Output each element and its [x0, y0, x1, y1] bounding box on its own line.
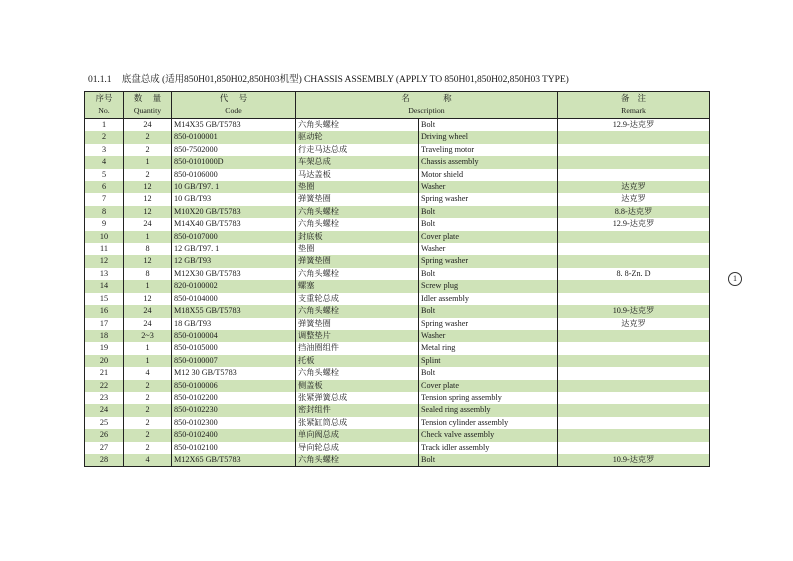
cell-quantity: 2 — [124, 131, 172, 143]
section-title — [88, 71, 569, 85]
cell-description-cn: 挡油圈组件 — [296, 342, 419, 354]
cell-remark: 达克罗 — [558, 193, 710, 205]
cell-description-en: Splint — [419, 355, 558, 367]
cell-remark: 8.8-达克罗 — [558, 206, 710, 218]
cell-remark: 达克罗 — [558, 318, 710, 330]
cell-no: 27 — [85, 442, 124, 454]
cell-code: 850-0102200 — [172, 392, 296, 404]
cell-code: M12X65 GB/T5783 — [172, 454, 296, 467]
table-row — [85, 231, 710, 243]
cell-no: 7 — [85, 193, 124, 205]
cell-remark — [558, 442, 710, 454]
cell-quantity: 8 — [124, 243, 172, 255]
cell-description-en: Washer — [419, 330, 558, 342]
cell-remark — [558, 330, 710, 342]
cell-description-cn: 驱动轮 — [296, 131, 419, 143]
cell-remark: 10.9-达克罗 — [558, 454, 710, 467]
cell-no: 19 — [85, 342, 124, 354]
cell-description-cn: 六角头螺栓 — [296, 218, 419, 230]
table-body — [85, 119, 710, 467]
table-row — [85, 454, 710, 467]
cell-quantity: 2~3 — [124, 330, 172, 342]
cell-no: 18 — [85, 330, 124, 342]
cell-code: 10 GB/T93 — [172, 193, 296, 205]
header-code: 代 号 Code — [172, 92, 296, 119]
section-number: 01.1.1 — [88, 74, 112, 85]
table-row — [85, 268, 710, 280]
cell-description-cn: 六角头螺栓 — [296, 206, 419, 218]
cell-description-cn: 支重轮总成 — [296, 293, 419, 305]
cell-description-en: Check valve assembly — [419, 429, 558, 441]
cell-quantity: 12 — [124, 181, 172, 193]
cell-quantity: 2 — [124, 417, 172, 429]
cell-remark: 12.9-达克罗 — [558, 119, 710, 132]
cell-no: 14 — [85, 280, 124, 292]
cell-code: 850-0100001 — [172, 131, 296, 143]
cell-code: 850-0104000 — [172, 293, 296, 305]
cell-description-cn: 弹簧垫圈 — [296, 193, 419, 205]
cell-description-en: Chassis assembly — [419, 156, 558, 168]
cell-description-cn: 垫圈 — [296, 181, 419, 193]
cell-code: 850-0100004 — [172, 330, 296, 342]
table-row — [85, 330, 710, 342]
cell-code: 850-0107000 — [172, 231, 296, 243]
cell-no: 4 — [85, 156, 124, 168]
cell-no: 28 — [85, 454, 124, 467]
cell-description-cn: 六角头螺栓 — [296, 119, 419, 132]
cell-description-en: Washer — [419, 243, 558, 255]
cell-no: 22 — [85, 380, 124, 392]
cell-description-cn: 导向轮总成 — [296, 442, 419, 454]
parts-table — [84, 91, 710, 467]
cell-description-cn: 垫圈 — [296, 243, 419, 255]
page-marker-circle: 1 — [728, 272, 742, 286]
cell-quantity: 2 — [124, 429, 172, 441]
cell-remark — [558, 367, 710, 379]
cell-description-en: Cover plate — [419, 231, 558, 243]
cell-no: 8 — [85, 206, 124, 218]
cell-remark — [558, 231, 710, 243]
cell-no: 13 — [85, 268, 124, 280]
cell-remark — [558, 380, 710, 392]
table-row — [85, 318, 710, 330]
table-row — [85, 243, 710, 255]
cell-remark — [558, 280, 710, 292]
cell-description-en: Bolt — [419, 218, 558, 230]
cell-remark — [558, 355, 710, 367]
cell-code: 850-7502000 — [172, 144, 296, 156]
cell-code: 850-0101000D — [172, 156, 296, 168]
cell-quantity: 4 — [124, 367, 172, 379]
table-row — [85, 181, 710, 193]
table-row — [85, 417, 710, 429]
cell-remark: 达克罗 — [558, 181, 710, 193]
cell-no: 16 — [85, 305, 124, 317]
cell-description-en: Motor shield — [419, 169, 558, 181]
cell-quantity: 12 — [124, 206, 172, 218]
cell-remark — [558, 243, 710, 255]
cell-description-en: Bolt — [419, 206, 558, 218]
table-row — [85, 255, 710, 267]
cell-description-cn: 马达盖板 — [296, 169, 419, 181]
cell-code: 850-0105000 — [172, 342, 296, 354]
cell-code: 10 GB/T97. 1 — [172, 181, 296, 193]
cell-remark: 8. 8-Zn. D — [558, 268, 710, 280]
cell-no: 12 — [85, 255, 124, 267]
cell-description-cn: 调整垫片 — [296, 330, 419, 342]
table-row — [85, 380, 710, 392]
header-description: 名 称 Description — [296, 92, 558, 119]
cell-code: 850-0106000 — [172, 169, 296, 181]
cell-description-cn: 封底板 — [296, 231, 419, 243]
cell-description-cn: 螺塞 — [296, 280, 419, 292]
cell-description-en: Washer — [419, 181, 558, 193]
cell-no: 9 — [85, 218, 124, 230]
cell-quantity: 4 — [124, 454, 172, 467]
table-row — [85, 305, 710, 317]
cell-quantity: 1 — [124, 355, 172, 367]
cell-description-cn: 弹簧垫圈 — [296, 318, 419, 330]
cell-description-cn: 张紧缸筒总成 — [296, 417, 419, 429]
cell-quantity: 8 — [124, 268, 172, 280]
cell-no: 11 — [85, 243, 124, 255]
table-row — [85, 206, 710, 218]
cell-remark — [558, 156, 710, 168]
cell-no: 26 — [85, 429, 124, 441]
cell-remark — [558, 131, 710, 143]
section-title-text: 底盘总成 (适用850H01,850H02,850H03机型) CHASSIS ASSEMBLY (APPLY TO 850H01,850H02,850H03 TYPE) — [121, 74, 569, 85]
cell-remark — [558, 342, 710, 354]
cell-no: 6 — [85, 181, 124, 193]
table-row — [85, 169, 710, 181]
cell-quantity: 1 — [124, 280, 172, 292]
cell-quantity: 24 — [124, 119, 172, 132]
cell-description-cn: 六角头螺栓 — [296, 305, 419, 317]
cell-description-en: Traveling motor — [419, 144, 558, 156]
cell-code: 18 GB/T93 — [172, 318, 296, 330]
table-row — [85, 119, 710, 132]
cell-quantity: 2 — [124, 442, 172, 454]
cell-quantity: 2 — [124, 404, 172, 416]
cell-no: 23 — [85, 392, 124, 404]
cell-description-cn: 密封组件 — [296, 404, 419, 416]
cell-no: 10 — [85, 231, 124, 243]
cell-code: M10X20 GB/T5783 — [172, 206, 296, 218]
cell-no: 17 — [85, 318, 124, 330]
cell-code: 850-0102300 — [172, 417, 296, 429]
table-row — [85, 429, 710, 441]
cell-description-cn: 车架总成 — [296, 156, 419, 168]
cell-quantity: 2 — [124, 144, 172, 156]
cell-remark: 10.9-达克罗 — [558, 305, 710, 317]
cell-description-en: Driving wheel — [419, 131, 558, 143]
cell-description-en: Spring washer — [419, 318, 558, 330]
table-row — [85, 193, 710, 205]
cell-remark — [558, 293, 710, 305]
cell-quantity: 2 — [124, 380, 172, 392]
cell-description-en: Bolt — [419, 119, 558, 132]
table-row — [85, 144, 710, 156]
table-row — [85, 156, 710, 168]
cell-description-cn: 六角头螺栓 — [296, 268, 419, 280]
cell-description-en: Idler assembly — [419, 293, 558, 305]
cell-no: 3 — [85, 144, 124, 156]
cell-code: 850-0102100 — [172, 442, 296, 454]
cell-remark — [558, 392, 710, 404]
cell-description-cn: 托板 — [296, 355, 419, 367]
header-no: 序号 No. — [85, 92, 124, 119]
cell-description-en: Spring washer — [419, 193, 558, 205]
table-row — [85, 442, 710, 454]
cell-quantity: 24 — [124, 218, 172, 230]
cell-no: 5 — [85, 169, 124, 181]
table-header-row — [85, 92, 710, 119]
cell-quantity: 24 — [124, 318, 172, 330]
cell-code: 850-0100006 — [172, 380, 296, 392]
cell-quantity: 2 — [124, 392, 172, 404]
cell-description-cn: 弹簧垫圈 — [296, 255, 419, 267]
table-row — [85, 131, 710, 143]
table-row — [85, 280, 710, 292]
cell-description-cn: 六角头螺栓 — [296, 367, 419, 379]
cell-code: 12 GB/T93 — [172, 255, 296, 267]
cell-description-en: Metal ring — [419, 342, 558, 354]
cell-quantity: 1 — [124, 156, 172, 168]
cell-description-en: Bolt — [419, 367, 558, 379]
cell-code: M12X30 GB/T5783 — [172, 268, 296, 280]
cell-no: 1 — [85, 119, 124, 132]
cell-description-cn: 张紧弹簧总成 — [296, 392, 419, 404]
cell-no: 24 — [85, 404, 124, 416]
table-row — [85, 404, 710, 416]
cell-code: M14X35 GB/T5783 — [172, 119, 296, 132]
cell-description-cn: 六角头螺栓 — [296, 454, 419, 467]
cell-quantity: 1 — [124, 342, 172, 354]
cell-remark — [558, 144, 710, 156]
cell-description-en: Bolt — [419, 268, 558, 280]
cell-remark — [558, 255, 710, 267]
cell-quantity: 1 — [124, 231, 172, 243]
table-row — [85, 342, 710, 354]
cell-description-en: Track idler assembly — [419, 442, 558, 454]
cell-no: 15 — [85, 293, 124, 305]
cell-code: 850-0100007 — [172, 355, 296, 367]
cell-code: 12 GB/T97. 1 — [172, 243, 296, 255]
cell-code: 850-0102230 — [172, 404, 296, 416]
cell-quantity: 24 — [124, 305, 172, 317]
cell-code: M18X55 GB/T5783 — [172, 305, 296, 317]
cell-description-en: Sealed ring assembly — [419, 404, 558, 416]
table-row — [85, 392, 710, 404]
table-row — [85, 218, 710, 230]
cell-description-en: Bolt — [419, 305, 558, 317]
cell-description-cn: 单向阀总成 — [296, 429, 419, 441]
cell-quantity: 2 — [124, 169, 172, 181]
table-row — [85, 293, 710, 305]
cell-remark — [558, 429, 710, 441]
cell-description-en: Tension spring assembly — [419, 392, 558, 404]
table-row — [85, 355, 710, 367]
cell-quantity: 12 — [124, 255, 172, 267]
cell-remark — [558, 404, 710, 416]
cell-description-en: Tension cylinder assembly — [419, 417, 558, 429]
cell-description-cn: 侧盖板 — [296, 380, 419, 392]
cell-no: 2 — [85, 131, 124, 143]
header-quantity: 数 量 Quantity — [124, 92, 172, 119]
cell-description-en: Spring washer — [419, 255, 558, 267]
cell-description-cn: 行走马达总成 — [296, 144, 419, 156]
cell-remark — [558, 169, 710, 181]
cell-description-en: Screw plug — [419, 280, 558, 292]
cell-code: M14X40 GB/T5783 — [172, 218, 296, 230]
cell-code: M12 30 GB/T5783 — [172, 367, 296, 379]
cell-quantity: 12 — [124, 193, 172, 205]
header-remark: 备 注 Remark — [558, 92, 710, 119]
cell-description-en: Cover plate — [419, 380, 558, 392]
cell-code: 850-0102400 — [172, 429, 296, 441]
cell-no: 25 — [85, 417, 124, 429]
cell-quantity: 12 — [124, 293, 172, 305]
cell-description-en: Bolt — [419, 454, 558, 467]
cell-remark — [558, 417, 710, 429]
cell-no: 21 — [85, 367, 124, 379]
cell-code: 820-0100002 — [172, 280, 296, 292]
cell-no: 20 — [85, 355, 124, 367]
table-row — [85, 367, 710, 379]
cell-remark: 12.9-达克罗 — [558, 218, 710, 230]
